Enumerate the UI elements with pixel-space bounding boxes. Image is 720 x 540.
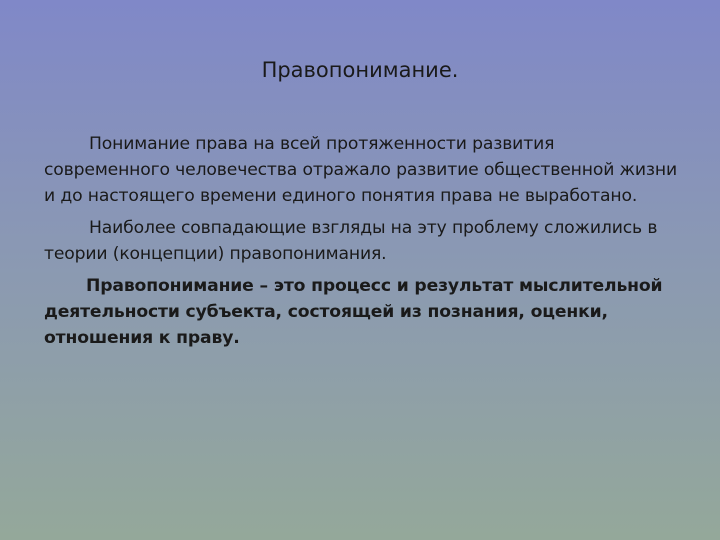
slide-body <box>44 131 684 357</box>
definition-paragraph: Правопонимание – это процесс и результат мыслительной деятельности субъекта, состоящей из познания, оценки, отношения к праву. <box>44 276 663 348</box>
paragraph-2: Наиболее совпадающие взгляды на эту проблему сложились в теории (концепции) правопонимания. <box>44 218 658 264</box>
paragraph-1: Понимание права на всей протяженности развития современного человечества отражало развитие общественной жизни и до настоящего времени единого понятия права не выработано. <box>44 134 677 206</box>
slide-title: Правопонимание. <box>261 58 459 82</box>
